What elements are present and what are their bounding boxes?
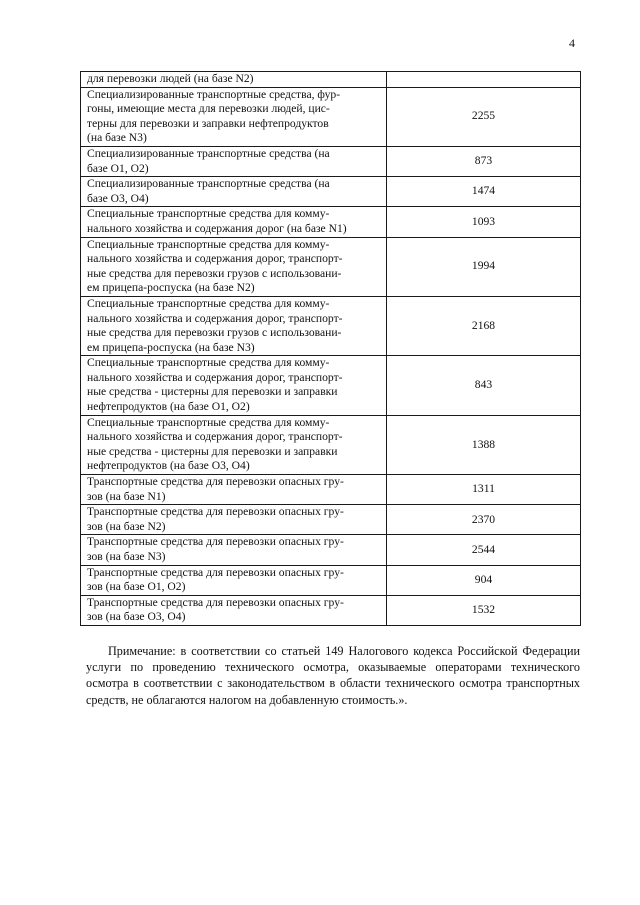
table-row [81,207,581,237]
price-value: 2255 [471,109,496,123]
vehicle-category-cell [81,237,387,296]
vehicle-category-cell [81,296,387,355]
price-value: 1093 [471,214,496,228]
price-value: 843 [474,378,493,392]
vehicle-category-text: Специализированные транспортные средства (на базе О3, О4) [87,177,330,205]
vehicle-category-cell [81,415,387,474]
vehicle-category-text: Транспортные средства для перевозки опасных гру- зов (на базе N3) [87,535,344,563]
vehicle-category-text: Специальные транспортные средства для комму- нального хозяйства и содержания дорог (на базе N1) [87,207,347,235]
table-row [81,177,581,207]
vehicle-category-text: Транспортные средства для перевозки опасных гру- зов (на базе N1) [87,475,344,503]
price-cell [387,177,581,207]
price-value: 873 [474,154,493,168]
price-cell [387,415,581,474]
price-cell [387,237,581,296]
table-row [81,595,581,625]
vehicle-category-text: Специальные транспортные средства для комму- нального хозяйства и содержания дорог, транспорт- ные средства для перевозки грузов с использовани- ем прицепа-роспуска (на базе N2) [87,237,343,295]
vehicle-category-text: для перевозки людей (на базе N2) [87,72,254,85]
vehicle-category-text: Специализированные транспортные средства, фур- гоны, имеющие места для перевозки людей, цис- терны для перевозки и заправки нефтепродуктов (на базе N3) [87,87,341,145]
vehicle-category-cell [81,595,387,625]
vehicle-category-cell [81,535,387,565]
vehicle-category-cell [81,146,387,176]
table-row [81,356,581,415]
price-value: 2544 [471,542,496,556]
table-row [81,237,581,296]
price-cell [387,595,581,625]
price-cell [387,565,581,595]
vehicle-category-text: Специальные транспортные средства для комму- нального хозяйства и содержания дорог, транспорт- ные средства - цистерны для перевозки и заправки нефтепродуктов (на базе О3, О4) [87,415,343,473]
vehicle-category-text: Транспортные средства для перевозки опасных гру- зов (на базе N2) [87,505,344,533]
vehicle-category-cell [81,177,387,207]
price-value: 1532 [471,603,496,617]
table-row [81,72,581,88]
vehicle-category-cell [81,72,387,88]
table-row [81,475,581,505]
price-cell [387,87,581,146]
vehicle-category-text: Транспортные средства для перевозки опасных гру- зов (на базе О3, О4) [87,595,344,624]
price-value: 1474 [471,184,496,198]
vehicle-category-cell [81,475,387,505]
table-row [81,87,581,146]
price-cell [387,475,581,505]
vehicle-category-text: Специальные транспортные средства для комму- нального хозяйства и содержания дорог, транспорт- ные средства для перевозки грузов с использовани- ем прицепа-роспуска (на базе N3) [87,296,343,354]
vehicle-category-cell [81,207,387,237]
table-row [81,415,581,474]
price-value: 1994 [471,259,496,273]
price-cell [387,535,581,565]
page-number: 4 [569,36,575,50]
table-row [81,146,581,176]
vehicle-category-text: Специализированные транспортные средства (на базе О1, О2) [87,146,330,175]
price-cell [387,207,581,237]
vehicle-category-cell [81,565,387,595]
price-cell [387,146,581,176]
vehicle-category-cell [81,505,387,535]
price-cell [387,356,581,415]
vehicle-category-cell [81,87,387,146]
tariff-table [80,71,581,626]
vehicle-category-text: Транспортные средства для перевозки опасных гру- зов (на базе О1, О2) [87,565,344,594]
price-value: 2370 [471,512,496,526]
price-value: 1311 [472,482,495,496]
price-cell [387,296,581,355]
table-row [81,505,581,535]
table-row [81,565,581,595]
tariff-table-body [81,72,581,626]
price-value: 1388 [471,437,496,451]
table-row [81,296,581,355]
price-value: 2168 [471,318,496,332]
vehicle-category-cell [81,356,387,415]
price-value: 904 [474,572,493,586]
vehicle-category-text: Специальные транспортные средства для комму- нального хозяйства и содержания дорог, транспорт- ные средства - цистерны для перевозки и заправки нефтепродуктов (на базе О1, О2) [87,356,343,414]
price-cell [387,505,581,535]
price-cell [387,72,581,88]
table-row [81,535,581,565]
note-paragraph: Примечание: в соответствии со статьей 149 Налогового кодекса Российской Федерации услуги по проведению технического осмотра, оказываемые операторами технического осмотра в соответствии с законодательством в области технического осмотра транспортных средств, не облагаются налогом на добавленную стоимость.». [86,644,580,707]
